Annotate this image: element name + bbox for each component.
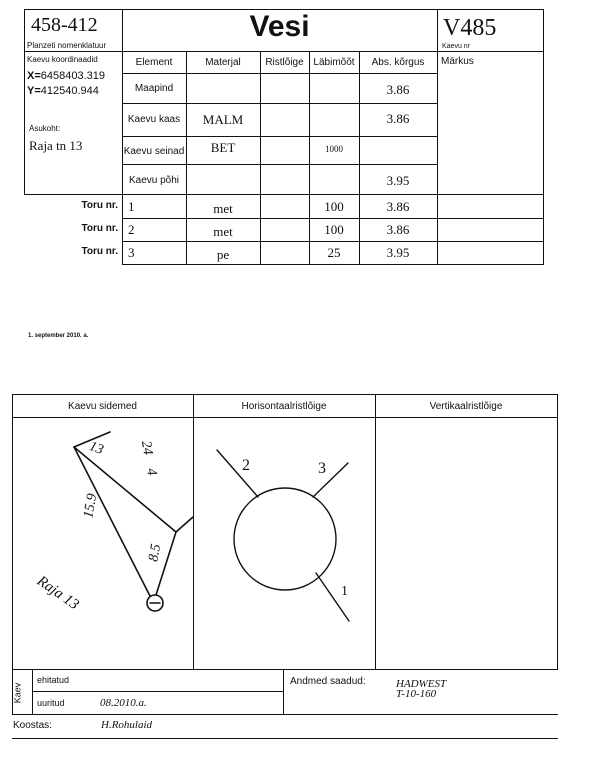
- surveyed-value: 08.2010.a.: [100, 697, 147, 709]
- pipe-material: met: [213, 201, 233, 216]
- row-material: BET: [210, 140, 236, 155]
- sketch-note: 24: [137, 439, 156, 457]
- compiled-value: H.Rohulaid: [101, 719, 153, 731]
- pipe-label: Toru nr.: [81, 200, 118, 211]
- pipe-label-1: 1: [341, 584, 348, 599]
- sketch-note: 15.9: [81, 492, 101, 520]
- well-circle: [234, 488, 336, 590]
- header-vertical-section: Vertikaalristlõige: [429, 401, 503, 412]
- pipe-height: 3.95: [386, 245, 410, 260]
- row-element: Kaevu põhi: [128, 175, 180, 186]
- row-diameter: 1000: [325, 144, 343, 154]
- pipe-label: Toru nr.: [81, 223, 118, 234]
- row-height: 3.86: [386, 82, 410, 97]
- row-element: Kaevu kaas: [127, 114, 181, 125]
- row-material: MALM: [202, 112, 244, 127]
- pipe-label-2: 2: [242, 457, 250, 474]
- col-element: Element: [135, 57, 173, 68]
- location-label: Asukoht:: [29, 124, 61, 133]
- coords-label: Kaevu koordinaadid: [27, 55, 98, 64]
- data-from-value: HADWEST: [396, 678, 447, 690]
- sheet-label: Planzeti nomenklatuur: [27, 41, 107, 50]
- y-label: Y=: [27, 85, 41, 97]
- data-from-label: Andmed saadud:: [290, 676, 366, 687]
- sketch-note: 4: [142, 467, 159, 477]
- side-label: Kaev: [12, 682, 23, 704]
- pipe-height: 3.86: [386, 222, 410, 237]
- col-abs-height: Abs. kõrgus: [371, 57, 425, 68]
- pipe-height: 3.86: [386, 199, 410, 214]
- pipe-nr: 1: [128, 199, 135, 214]
- pipe-diameter: 100: [324, 199, 344, 214]
- surveyed-label: uuritud: [37, 698, 65, 708]
- page-title: Vesi: [249, 10, 310, 43]
- pipe-diameter: 100: [324, 222, 344, 237]
- row-element: Maapind: [134, 83, 174, 94]
- pipe-label-3: 3: [318, 460, 326, 477]
- pipe-line: [217, 450, 258, 497]
- document-date: 1. september 2010. a.: [28, 333, 89, 339]
- col-diameter: Läbimõõt: [313, 57, 355, 68]
- row-element: Kaevu seinad: [123, 146, 185, 157]
- well-label: Kaevu nr: [442, 43, 471, 50]
- compiled-label: Koostas:: [13, 720, 52, 731]
- pipe-material: met: [213, 224, 233, 239]
- col-material: Materjal: [205, 57, 241, 68]
- sketch-note: Raja 13: [33, 573, 82, 614]
- row-height: 3.86: [386, 111, 410, 126]
- pipe-material: pe: [216, 247, 230, 262]
- x-label: X=: [27, 70, 41, 82]
- col-notes: Märkus: [441, 56, 474, 67]
- y-value: 412540.944: [40, 85, 99, 97]
- data-from-value: T-10-160: [396, 688, 437, 700]
- pipe-label: Toru nr.: [81, 246, 118, 257]
- sketch-note: 13: [87, 439, 106, 458]
- sketch-note: 8.5: [146, 542, 165, 563]
- pipe-nr: 3: [128, 245, 135, 260]
- sheet-number: 458-412: [31, 14, 98, 36]
- location-value: Raja tn 13: [29, 138, 83, 153]
- x-value: 6458403.319: [40, 70, 105, 82]
- well-id: V485: [443, 15, 497, 41]
- built-label: ehitatud: [37, 675, 70, 685]
- pipe-diameter: 25: [327, 245, 341, 260]
- pipe-nr: 2: [128, 222, 135, 237]
- row-height: 3.95: [386, 173, 410, 188]
- col-cross-section: Ristlõige: [265, 57, 304, 68]
- header-well-links: Kaevu sidemed: [68, 401, 137, 412]
- header-horizontal-section: Horisontaalristlõige: [241, 401, 327, 412]
